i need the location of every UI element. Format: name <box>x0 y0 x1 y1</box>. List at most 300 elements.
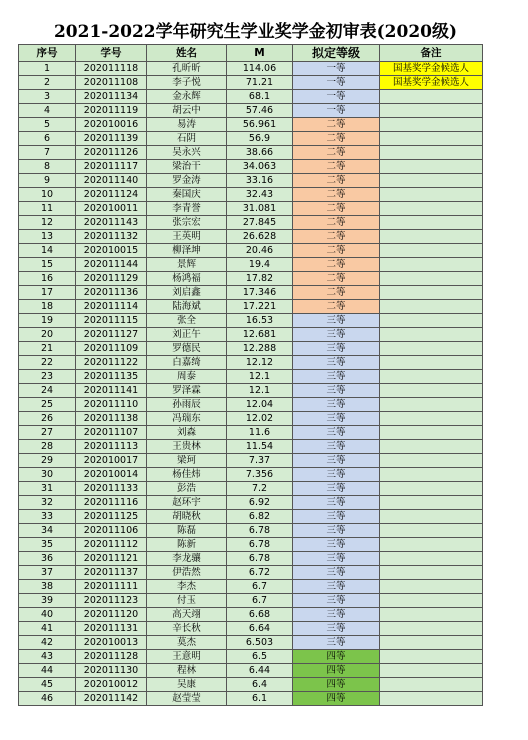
cell-no[interactable]: 2 <box>19 76 76 90</box>
cell-note[interactable] <box>380 314 483 328</box>
cell-m[interactable]: 57.46 <box>227 104 293 118</box>
cell-m[interactable]: 12.288 <box>227 342 293 356</box>
cell-m[interactable]: 12.02 <box>227 412 293 426</box>
cell-m[interactable]: 31.081 <box>227 202 293 216</box>
cell-m[interactable]: 32.43 <box>227 188 293 202</box>
cell-m[interactable]: 6.68 <box>227 608 293 622</box>
cell-no[interactable]: 28 <box>19 440 76 454</box>
cell-m[interactable]: 11.54 <box>227 440 293 454</box>
cell-name[interactable]: 伊浩然 <box>147 566 227 580</box>
cell-no[interactable]: 11 <box>19 202 76 216</box>
header-note[interactable]: 备注 <box>380 45 483 62</box>
cell-name[interactable]: 杨鸿福 <box>147 272 227 286</box>
cell-no[interactable]: 27 <box>19 426 76 440</box>
cell-grade[interactable]: 二等 <box>293 300 380 314</box>
cell-m[interactable]: 6.503 <box>227 636 293 650</box>
cell-note[interactable] <box>380 566 483 580</box>
cell-m[interactable]: 6.78 <box>227 552 293 566</box>
cell-id[interactable]: 202011117 <box>76 160 147 174</box>
cell-no[interactable]: 34 <box>19 524 76 538</box>
cell-note[interactable] <box>380 482 483 496</box>
cell-note[interactable] <box>380 272 483 286</box>
cell-id[interactable]: 202011124 <box>76 188 147 202</box>
cell-name[interactable]: 胡云中 <box>147 104 227 118</box>
table-row <box>19 272 483 286</box>
cell-name[interactable]: 杨佳炜 <box>147 468 227 482</box>
cell-grade[interactable]: 三等 <box>293 356 380 370</box>
cell-no[interactable]: 6 <box>19 132 76 146</box>
cell-note[interactable] <box>380 384 483 398</box>
cell-note[interactable] <box>380 188 483 202</box>
cell-m[interactable]: 7.37 <box>227 454 293 468</box>
cell-no[interactable]: 41 <box>19 622 76 636</box>
cell-note[interactable] <box>380 580 483 594</box>
cell-note[interactable]: 国基奖学金候选人 <box>380 76 483 90</box>
table-row <box>19 566 483 580</box>
cell-grade[interactable]: 二等 <box>293 258 380 272</box>
cell-grade[interactable]: 二等 <box>293 202 380 216</box>
table-row <box>19 650 483 664</box>
cell-m[interactable]: 6.4 <box>227 678 293 692</box>
cell-m[interactable]: 6.78 <box>227 524 293 538</box>
cell-grade[interactable]: 三等 <box>293 412 380 426</box>
cell-name[interactable]: 陈新 <box>147 538 227 552</box>
cell-note[interactable] <box>380 678 483 692</box>
cell-m[interactable]: 114.06 <box>227 62 293 76</box>
cell-m[interactable]: 6.5 <box>227 650 293 664</box>
cell-no[interactable]: 12 <box>19 216 76 230</box>
cell-grade[interactable]: 三等 <box>293 328 380 342</box>
cell-note[interactable] <box>380 608 483 622</box>
cell-note[interactable] <box>380 286 483 300</box>
cell-grade[interactable]: 二等 <box>293 174 380 188</box>
cell-note[interactable] <box>380 230 483 244</box>
cell-m[interactable]: 26.628 <box>227 230 293 244</box>
cell-m[interactable]: 12.1 <box>227 384 293 398</box>
cell-id[interactable]: 202011144 <box>76 258 147 272</box>
cell-name[interactable]: 罗德民 <box>147 342 227 356</box>
cell-grade[interactable]: 三等 <box>293 608 380 622</box>
cell-no[interactable]: 1 <box>19 62 76 76</box>
table-row <box>19 622 483 636</box>
cell-id[interactable]: 202010013 <box>76 636 147 650</box>
table-row <box>19 510 483 524</box>
cell-no[interactable]: 37 <box>19 566 76 580</box>
cell-name[interactable]: 李青誉 <box>147 202 227 216</box>
cell-grade[interactable]: 三等 <box>293 440 380 454</box>
cell-id[interactable]: 202011109 <box>76 342 147 356</box>
cell-id[interactable]: 202011110 <box>76 398 147 412</box>
cell-grade[interactable]: 三等 <box>293 468 380 482</box>
cell-id[interactable]: 202011127 <box>76 328 147 342</box>
cell-note[interactable] <box>380 524 483 538</box>
header-m[interactable]: M <box>227 45 293 62</box>
cell-grade[interactable]: 二等 <box>293 118 380 132</box>
cell-m[interactable]: 6.7 <box>227 594 293 608</box>
cell-id[interactable]: 202011114 <box>76 300 147 314</box>
cell-no[interactable]: 21 <box>19 342 76 356</box>
header-grade[interactable]: 拟定等级 <box>293 45 380 62</box>
cell-name[interactable]: 孔昕昕 <box>147 62 227 76</box>
cell-note[interactable] <box>380 454 483 468</box>
cell-no[interactable]: 36 <box>19 552 76 566</box>
cell-grade[interactable]: 二等 <box>293 286 380 300</box>
cell-note[interactable] <box>380 496 483 510</box>
cell-id[interactable]: 202011107 <box>76 426 147 440</box>
cell-m[interactable]: 7.2 <box>227 482 293 496</box>
cell-note[interactable] <box>380 104 483 118</box>
cell-grade[interactable]: 二等 <box>293 188 380 202</box>
cell-m[interactable]: 68.1 <box>227 90 293 104</box>
cell-name[interactable]: 冯瑞东 <box>147 412 227 426</box>
cell-note[interactable] <box>380 342 483 356</box>
cell-id[interactable]: 202011132 <box>76 230 147 244</box>
cell-name[interactable]: 王意明 <box>147 650 227 664</box>
cell-note[interactable] <box>380 160 483 174</box>
table-row <box>19 468 483 482</box>
cell-id[interactable]: 202011108 <box>76 76 147 90</box>
cell-m[interactable]: 38.66 <box>227 146 293 160</box>
cell-id[interactable]: 202011119 <box>76 104 147 118</box>
cell-no[interactable]: 7 <box>19 146 76 160</box>
cell-grade[interactable]: 二等 <box>293 132 380 146</box>
cell-name[interactable]: 吴康 <box>147 678 227 692</box>
cell-note[interactable] <box>380 664 483 678</box>
cell-name[interactable]: 梁治干 <box>147 160 227 174</box>
cell-id[interactable]: 202011128 <box>76 650 147 664</box>
cell-name[interactable]: 王英明 <box>147 230 227 244</box>
header-id[interactable]: 学号 <box>76 45 147 62</box>
cell-grade[interactable]: 四等 <box>293 650 380 664</box>
cell-note[interactable] <box>380 370 483 384</box>
cell-grade[interactable]: 三等 <box>293 566 380 580</box>
cell-id[interactable]: 202011134 <box>76 90 147 104</box>
cell-no[interactable]: 29 <box>19 454 76 468</box>
cell-no[interactable]: 23 <box>19 370 76 384</box>
cell-note[interactable] <box>380 398 483 412</box>
cell-name[interactable]: 梁珂 <box>147 454 227 468</box>
cell-note[interactable] <box>380 202 483 216</box>
cell-no[interactable]: 39 <box>19 594 76 608</box>
cell-id[interactable]: 202011137 <box>76 566 147 580</box>
table-row <box>19 440 483 454</box>
cell-name[interactable]: 周泰 <box>147 370 227 384</box>
cell-m[interactable]: 17.346 <box>227 286 293 300</box>
cell-m[interactable]: 6.78 <box>227 538 293 552</box>
cell-note[interactable] <box>380 216 483 230</box>
cell-name[interactable]: 柳泽坤 <box>147 244 227 258</box>
cell-note[interactable] <box>380 636 483 650</box>
cell-id[interactable]: 202011138 <box>76 412 147 426</box>
cell-note[interactable] <box>380 174 483 188</box>
cell-grade[interactable]: 三等 <box>293 538 380 552</box>
cell-note[interactable]: 国基奖学金候选人 <box>380 62 483 76</box>
cell-name[interactable]: 刘正午 <box>147 328 227 342</box>
table-row <box>19 454 483 468</box>
cell-m[interactable]: 17.82 <box>227 272 293 286</box>
cell-grade[interactable]: 一等 <box>293 62 380 76</box>
cell-no[interactable]: 8 <box>19 160 76 174</box>
cell-grade[interactable]: 四等 <box>293 678 380 692</box>
cell-grade[interactable]: 三等 <box>293 524 380 538</box>
cell-no[interactable]: 25 <box>19 398 76 412</box>
cell-m[interactable]: 20.46 <box>227 244 293 258</box>
cell-name[interactable]: 李龙骧 <box>147 552 227 566</box>
cell-grade[interactable]: 三等 <box>293 426 380 440</box>
cell-id[interactable]: 202011116 <box>76 496 147 510</box>
table-row <box>19 426 483 440</box>
header-name[interactable]: 姓名 <box>147 45 227 62</box>
cell-id[interactable]: 202011136 <box>76 286 147 300</box>
cell-no[interactable]: 19 <box>19 314 76 328</box>
cell-no[interactable]: 42 <box>19 636 76 650</box>
cell-grade[interactable]: 二等 <box>293 160 380 174</box>
cell-m[interactable]: 6.82 <box>227 510 293 524</box>
cell-name[interactable]: 辛长秋 <box>147 622 227 636</box>
cell-id[interactable]: 202010014 <box>76 468 147 482</box>
cell-grade[interactable]: 三等 <box>293 594 380 608</box>
cell-name[interactable]: 赵莹莹 <box>147 692 227 706</box>
cell-name[interactable]: 景辉 <box>147 258 227 272</box>
cell-grade[interactable]: 四等 <box>293 692 380 706</box>
cell-grade[interactable]: 三等 <box>293 454 380 468</box>
cell-id[interactable]: 202011140 <box>76 174 147 188</box>
table-row <box>19 524 483 538</box>
cell-no[interactable]: 24 <box>19 384 76 398</box>
cell-name[interactable]: 秦国庆 <box>147 188 227 202</box>
cell-no[interactable]: 17 <box>19 286 76 300</box>
cell-grade[interactable]: 四等 <box>293 664 380 678</box>
cell-name[interactable]: 金永辉 <box>147 90 227 104</box>
cell-note[interactable] <box>380 426 483 440</box>
cell-m[interactable]: 56.9 <box>227 132 293 146</box>
cell-note[interactable] <box>380 692 483 706</box>
cell-id[interactable]: 202011113 <box>76 440 147 454</box>
cell-m[interactable]: 6.44 <box>227 664 293 678</box>
cell-name[interactable]: 莫杰 <box>147 636 227 650</box>
cell-note[interactable] <box>380 328 483 342</box>
cell-grade[interactable]: 三等 <box>293 580 380 594</box>
cell-note[interactable] <box>380 552 483 566</box>
cell-no[interactable]: 13 <box>19 230 76 244</box>
cell-m[interactable]: 6.64 <box>227 622 293 636</box>
cell-note[interactable] <box>380 146 483 160</box>
cell-id[interactable]: 202011131 <box>76 622 147 636</box>
cell-note[interactable] <box>380 412 483 426</box>
cell-grade[interactable]: 一等 <box>293 76 380 90</box>
cell-no[interactable]: 4 <box>19 104 76 118</box>
cell-no[interactable]: 46 <box>19 692 76 706</box>
table-row <box>19 342 483 356</box>
cell-note[interactable] <box>380 594 483 608</box>
cell-no[interactable]: 10 <box>19 188 76 202</box>
cell-no[interactable]: 31 <box>19 482 76 496</box>
cell-m[interactable]: 12.1 <box>227 370 293 384</box>
cell-no[interactable]: 35 <box>19 538 76 552</box>
cell-note[interactable] <box>380 468 483 482</box>
cell-name[interactable]: 罗金涛 <box>147 174 227 188</box>
cell-grade[interactable]: 三等 <box>293 370 380 384</box>
cell-m[interactable]: 16.53 <box>227 314 293 328</box>
cell-name[interactable]: 李杰 <box>147 580 227 594</box>
cell-m[interactable]: 12.681 <box>227 328 293 342</box>
cell-no[interactable]: 38 <box>19 580 76 594</box>
cell-note[interactable] <box>380 510 483 524</box>
cell-id[interactable]: 202011106 <box>76 524 147 538</box>
cell-id[interactable]: 202011129 <box>76 272 147 286</box>
cell-no[interactable]: 22 <box>19 356 76 370</box>
cell-id[interactable]: 202010012 <box>76 678 147 692</box>
cell-grade[interactable]: 一等 <box>293 104 380 118</box>
cell-no[interactable]: 32 <box>19 496 76 510</box>
cell-no[interactable]: 40 <box>19 608 76 622</box>
cell-grade[interactable]: 二等 <box>293 146 380 160</box>
cell-id[interactable]: 202011143 <box>76 216 147 230</box>
cell-name[interactable]: 陆海斌 <box>147 300 227 314</box>
cell-m[interactable]: 71.21 <box>227 76 293 90</box>
cell-id[interactable]: 202011125 <box>76 510 147 524</box>
cell-no[interactable]: 9 <box>19 174 76 188</box>
cell-id[interactable]: 202011121 <box>76 552 147 566</box>
cell-note[interactable] <box>380 258 483 272</box>
cell-m[interactable]: 6.7 <box>227 580 293 594</box>
cell-id[interactable]: 202011111 <box>76 580 147 594</box>
table-row <box>19 146 483 160</box>
cell-id[interactable]: 202010016 <box>76 118 147 132</box>
cell-m[interactable]: 33.16 <box>227 174 293 188</box>
table-row <box>19 580 483 594</box>
cell-name[interactable]: 孙雨辰 <box>147 398 227 412</box>
cell-no[interactable]: 16 <box>19 272 76 286</box>
cell-grade[interactable]: 三等 <box>293 314 380 328</box>
cell-note[interactable] <box>380 244 483 258</box>
cell-note[interactable] <box>380 538 483 552</box>
cell-id[interactable]: 202011120 <box>76 608 147 622</box>
cell-no[interactable]: 33 <box>19 510 76 524</box>
cell-grade[interactable]: 三等 <box>293 482 380 496</box>
cell-m[interactable]: 12.12 <box>227 356 293 370</box>
cell-id[interactable]: 202011115 <box>76 314 147 328</box>
table-row <box>19 188 483 202</box>
cell-grade[interactable]: 三等 <box>293 496 380 510</box>
cell-no[interactable]: 3 <box>19 90 76 104</box>
cell-note[interactable] <box>380 440 483 454</box>
cell-grade[interactable]: 二等 <box>293 230 380 244</box>
cell-name[interactable]: 陈磊 <box>147 524 227 538</box>
cell-no[interactable]: 14 <box>19 244 76 258</box>
cell-id[interactable]: 202011123 <box>76 594 147 608</box>
cell-id[interactable]: 202011122 <box>76 356 147 370</box>
cell-m[interactable]: 12.04 <box>227 398 293 412</box>
cell-grade[interactable]: 三等 <box>293 384 380 398</box>
header-no[interactable]: 序号 <box>19 45 76 62</box>
cell-no[interactable]: 26 <box>19 412 76 426</box>
cell-m[interactable]: 7.356 <box>227 468 293 482</box>
cell-grade[interactable]: 三等 <box>293 510 380 524</box>
cell-no[interactable]: 43 <box>19 650 76 664</box>
cell-name[interactable]: 张宗宏 <box>147 216 227 230</box>
cell-name[interactable]: 石阴 <box>147 132 227 146</box>
cell-no[interactable]: 44 <box>19 664 76 678</box>
cell-no[interactable]: 15 <box>19 258 76 272</box>
cell-grade[interactable]: 一等 <box>293 90 380 104</box>
cell-name[interactable]: 吴永兴 <box>147 146 227 160</box>
cell-name[interactable]: 付玉 <box>147 594 227 608</box>
cell-note[interactable] <box>380 300 483 314</box>
cell-grade[interactable]: 三等 <box>293 622 380 636</box>
cell-name[interactable]: 张全 <box>147 314 227 328</box>
cell-id[interactable]: 202010015 <box>76 244 147 258</box>
cell-id[interactable]: 202011133 <box>76 482 147 496</box>
cell-name[interactable]: 刘森 <box>147 426 227 440</box>
cell-grade[interactable]: 三等 <box>293 552 380 566</box>
cell-grade[interactable]: 二等 <box>293 272 380 286</box>
cell-id[interactable]: 202011130 <box>76 664 147 678</box>
cell-note[interactable] <box>380 622 483 636</box>
cell-m[interactable]: 34.063 <box>227 160 293 174</box>
cell-grade[interactable]: 二等 <box>293 216 380 230</box>
cell-m[interactable]: 6.72 <box>227 566 293 580</box>
cell-name[interactable]: 李子悦 <box>147 76 227 90</box>
cell-name[interactable]: 易涛 <box>147 118 227 132</box>
cell-m[interactable]: 11.6 <box>227 426 293 440</box>
cell-m[interactable]: 56.961 <box>227 118 293 132</box>
cell-name[interactable]: 程林 <box>147 664 227 678</box>
cell-id[interactable]: 202010017 <box>76 454 147 468</box>
cell-id[interactable]: 202011139 <box>76 132 147 146</box>
table-row <box>19 692 483 706</box>
cell-note[interactable] <box>380 90 483 104</box>
cell-name[interactable]: 胡晓秋 <box>147 510 227 524</box>
cell-m[interactable]: 19.4 <box>227 258 293 272</box>
cell-m[interactable]: 6.92 <box>227 496 293 510</box>
cell-note[interactable] <box>380 132 483 146</box>
cell-id[interactable]: 202011126 <box>76 146 147 160</box>
cell-no[interactable]: 18 <box>19 300 76 314</box>
cell-name[interactable]: 刘启鑫 <box>147 286 227 300</box>
cell-grade[interactable]: 二等 <box>293 244 380 258</box>
cell-name[interactable]: 高天翊 <box>147 608 227 622</box>
cell-grade[interactable]: 三等 <box>293 636 380 650</box>
cell-no[interactable]: 45 <box>19 678 76 692</box>
cell-name[interactable]: 王贵林 <box>147 440 227 454</box>
cell-id[interactable]: 202011112 <box>76 538 147 552</box>
cell-id[interactable]: 202011142 <box>76 692 147 706</box>
cell-m[interactable]: 27.845 <box>227 216 293 230</box>
cell-m[interactable]: 17.221 <box>227 300 293 314</box>
cell-no[interactable]: 5 <box>19 118 76 132</box>
cell-note[interactable] <box>380 650 483 664</box>
cell-id[interactable]: 202010011 <box>76 202 147 216</box>
cell-name[interactable]: 罗泽霖 <box>147 384 227 398</box>
table-row <box>19 104 483 118</box>
cell-id[interactable]: 202011118 <box>76 62 147 76</box>
cell-no[interactable]: 30 <box>19 468 76 482</box>
cell-id[interactable]: 202011135 <box>76 370 147 384</box>
cell-grade[interactable]: 三等 <box>293 398 380 412</box>
cell-note[interactable] <box>380 356 483 370</box>
cell-grade[interactable]: 三等 <box>293 342 380 356</box>
table-row <box>19 118 483 132</box>
cell-note[interactable] <box>380 118 483 132</box>
cell-name[interactable]: 白嘉绮 <box>147 356 227 370</box>
cell-name[interactable]: 彭浩 <box>147 482 227 496</box>
table-row <box>19 608 483 622</box>
cell-no[interactable]: 20 <box>19 328 76 342</box>
cell-id[interactable]: 202011141 <box>76 384 147 398</box>
cell-name[interactable]: 赵环宇 <box>147 496 227 510</box>
cell-m[interactable]: 6.1 <box>227 692 293 706</box>
